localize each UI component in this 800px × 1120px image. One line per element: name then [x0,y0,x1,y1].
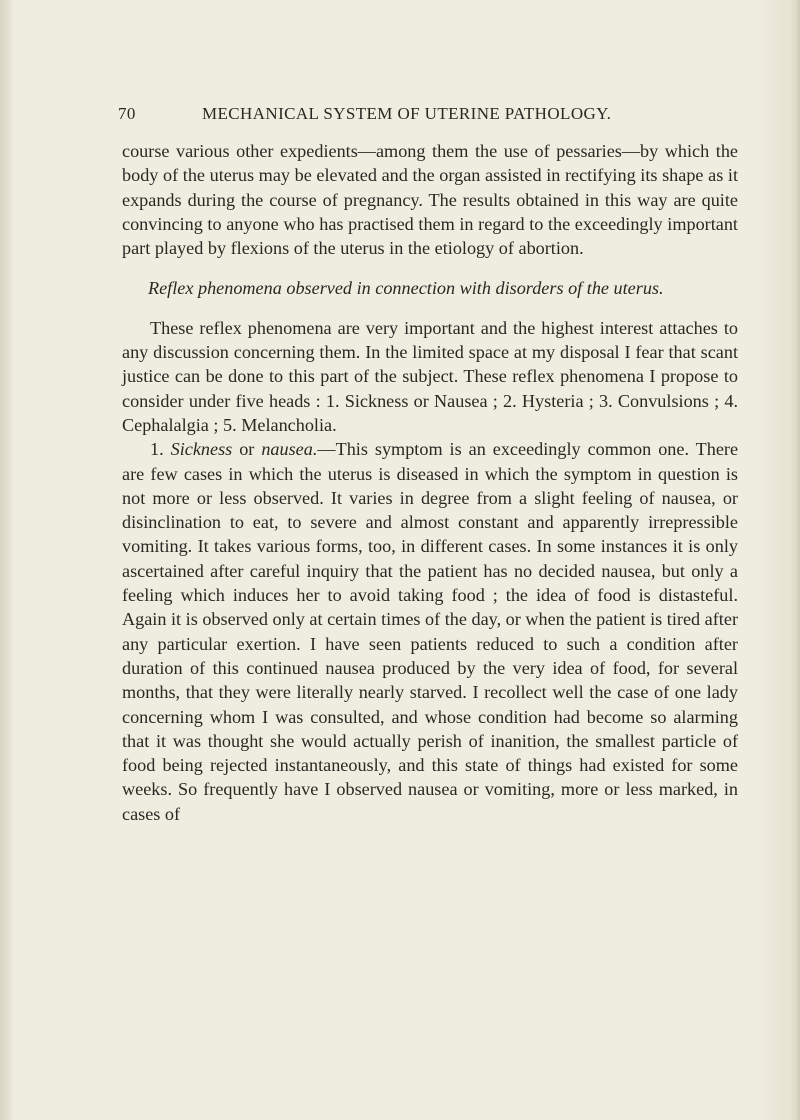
term-sickness: Sickness [170,439,233,460]
term-nausea: nausea. [261,439,318,460]
running-title: MECHANICAL SYSTEM OF UTERINE PATHOLOGY. [202,104,612,123]
body-text [122,139,738,826]
running-header [118,104,730,130]
paragraph-sickness [122,437,738,826]
page-number: 70 [118,104,136,123]
section-heading: Reflex phenomena observed in connection with disorders of the uterus. [148,278,664,299]
paragraph-pessaries: course various other expedients—among them the use of pessaries—by which the body of the uterus may be elevated and the organ assisted in rectifying its shape as it expands during the course of pregnancy. The results obtained in this way are quite convincing to anyone who has practised them in regard to the exceedingly important part played by flexions of the uterus in the etiology of abortion. [122,141,738,259]
conjunction-or: or [239,439,255,460]
page-gutter-shadow [0,0,12,1120]
paragraph-reflex-phenomena: These reflex phenomena are very important and the highest interest attaches to any discussion concerning them. In the limited space at my disposal I fear that scant justice can be done to this part of the subject. These reflex phenomena I propose to consider under five heads : 1. Sickness or Nausea ; 2. Hysteria ; 3. Convulsions ; 4. Cephalalgia ; 5. Melancholia. [122,317,738,435]
item-number: 1. [150,439,164,460]
page-edge-shadow [786,0,800,1120]
sickness-body: —This symptom is an exceedingly common one. There are few cases in which the uterus is diseased in which the symptom in question is not more or less observed. It varies in degree from a slight feeling of nausea, or disinclination to eat, to severe and almost constant and apparently irrepressible vomiting. It takes various forms, too, in different cases. In some instances it is only ascertained after careful inquiry that the patient has no decided nausea, but only a feeling which induces her to avoid taking food ; the idea of food is distasteful. Again it is observed only at certain times of the day, or when the patient is tired after any particular exertion. I have seen patients reduced to such a condition after duration of this continued nausea produced by the very idea of food, for several months, that they were literally nearly starved. I recollect well the case of one lady concerning whom I was consulted, and whose condition had become so alarming that it was thought she would actually perish of inanition, the smallest particle of food being rejected instantaneously, and this state of things had existed for some weeks. So frequently have I observed nausea or vomiting, more or less marked, in cases of [122,439,739,824]
